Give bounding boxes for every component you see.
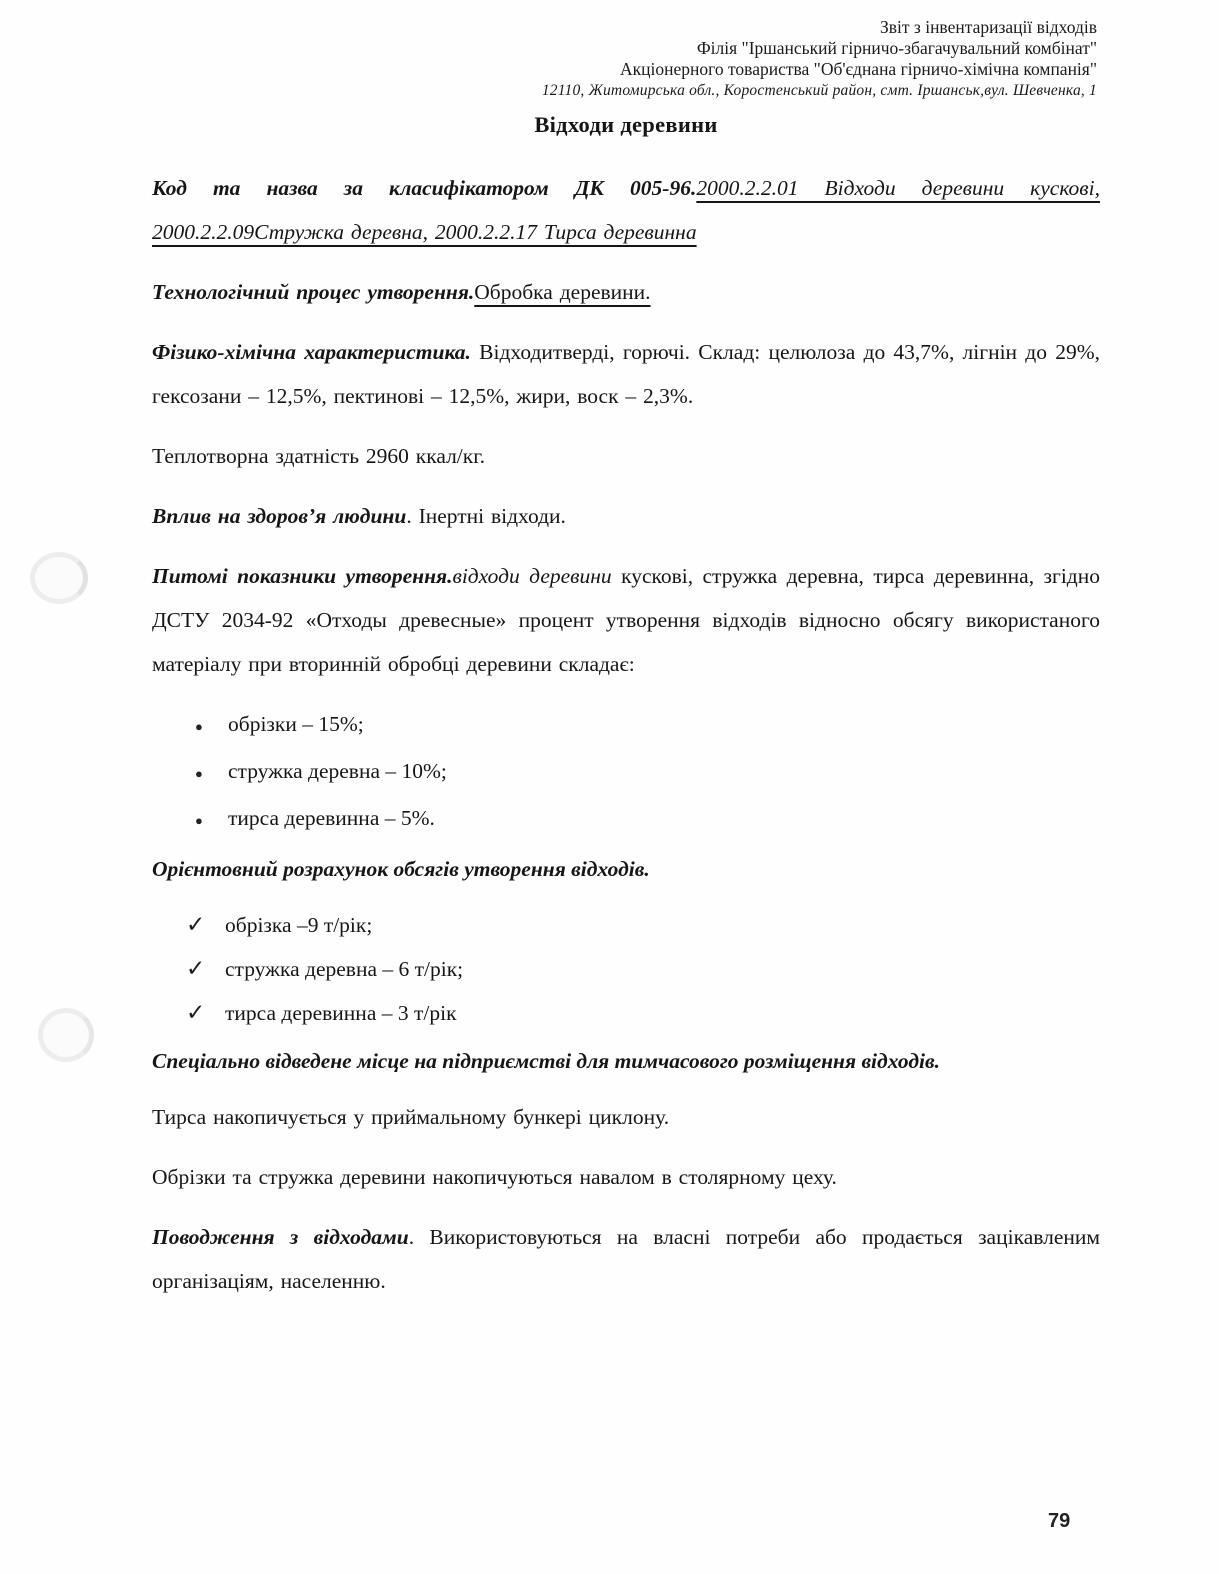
page-title: Відходи деревини <box>534 112 718 137</box>
section-physchem <box>152 330 1100 418</box>
estimate-heading: Орієнтовний розрахунок обсягів утворення відходів. <box>152 857 650 881</box>
storage-paragraph-1 <box>152 1095 1100 1139</box>
list-item-text: тирса деревинна – 3 т/рік <box>225 1001 457 1025</box>
volume-list <box>152 903 1100 1035</box>
section-health <box>152 494 1100 538</box>
physchem-text: Відходитверді, горючі. Склад: целюлоза до 43,7%, лігнін до 29%, гексозани – 12,5%, пектинові – 12,5%, жири, воск – 2,3%. <box>152 340 1100 408</box>
calorific-text: Теплотворна здатність 2960 ккал/кг. <box>152 444 485 468</box>
health-lead: Вплив на здоров’я людини <box>152 504 407 528</box>
classifier-lead: Код та назва за класифікатором ДК 005-96. <box>152 176 697 200</box>
list-item-text: обрізки – 15%; <box>228 712 364 736</box>
header-branch-name: Філія "Іршанський гірничо-збагачувальний комбінат" <box>696 38 1097 58</box>
list-item <box>152 947 1100 991</box>
list-item-text: стружка деревна – 6 т/рік; <box>225 957 464 981</box>
list-item-text: тирса деревинна – 5%. <box>228 806 435 830</box>
section-calorific <box>152 434 1100 478</box>
specific-text: кускові, стружка деревна, тирса деревинна, згідно ДСТУ 2034-92 «Отходы древесные» процент утворення відходів відносно обсягу використаного матеріалу при вторинній обробці деревини складає: <box>152 564 1100 676</box>
check-icon: ✓ <box>186 1000 206 1025</box>
list-item-text: стружка деревна – 10%; <box>228 759 447 783</box>
health-text: . Інертні відходи. <box>406 504 566 528</box>
header-company-name: Акціонерного товариства "Об'єднана гірничо-хімічна компанія" <box>620 59 1097 79</box>
list-item <box>152 991 1100 1035</box>
header-report-title: Звіт з інвентаризації відходів <box>880 17 1097 37</box>
section-handling <box>152 1215 1100 1303</box>
document-body <box>152 110 1100 1319</box>
report-header <box>542 17 1097 101</box>
section-specific-indicators <box>152 554 1100 686</box>
list-item-text: обрізка –9 т/рік; <box>225 913 373 937</box>
process-text: Обробка деревини. <box>474 280 651 304</box>
physchem-lead: Фізико-хімічна характеристика. <box>152 340 471 364</box>
list-item <box>152 796 1100 843</box>
check-icon: ✓ <box>186 912 206 937</box>
list-item <box>152 702 1100 749</box>
storage-heading: Спеціально відведене місце на підприємстві для тимчасового розміщення відходів. <box>152 1049 940 1073</box>
handling-text: . Використовуються на власні потреби або продається зацікавленим організаціям, населенню. <box>152 1225 1100 1293</box>
section-classifier <box>152 166 1100 254</box>
bullet-icon: ● <box>195 766 203 781</box>
check-icon: ✓ <box>186 956 206 981</box>
scan-artifact <box>38 1008 94 1062</box>
storage-p2-text: Обрізки та стружка деревини накопичуються навалом в столярному цеху. <box>152 1165 837 1189</box>
scan-artifact <box>30 552 88 604</box>
section-process <box>152 270 1100 314</box>
page-number: 79 <box>1048 1510 1071 1532</box>
bullet-icon: ● <box>195 813 203 828</box>
storage-p1-text: Тирса накопичується у приймальному бункері циклону. <box>152 1105 670 1129</box>
classifier-codes: 2000.2.2.01 Відходи деревини кускові, 2000.2.2.09Стружка деревна, 2000.2.2.17 Тирса деревинна <box>152 176 1100 244</box>
list-item <box>152 749 1100 796</box>
header-address: 12110, Житомирська обл., Коростенський район, смт. Іршанськ,вул. Шевченка, 1 <box>541 82 1097 99</box>
percent-list <box>152 702 1100 843</box>
handling-lead: Поводження з відходами <box>152 1225 409 1249</box>
process-lead: Технологічний процес утворення. <box>152 280 475 304</box>
specific-lead: Питомі показники утворення. <box>152 564 453 588</box>
bullet-icon: ● <box>195 719 203 734</box>
storage-paragraph-2 <box>152 1155 1100 1199</box>
list-item <box>152 903 1100 947</box>
specific-italic: відходи деревини <box>452 564 612 588</box>
